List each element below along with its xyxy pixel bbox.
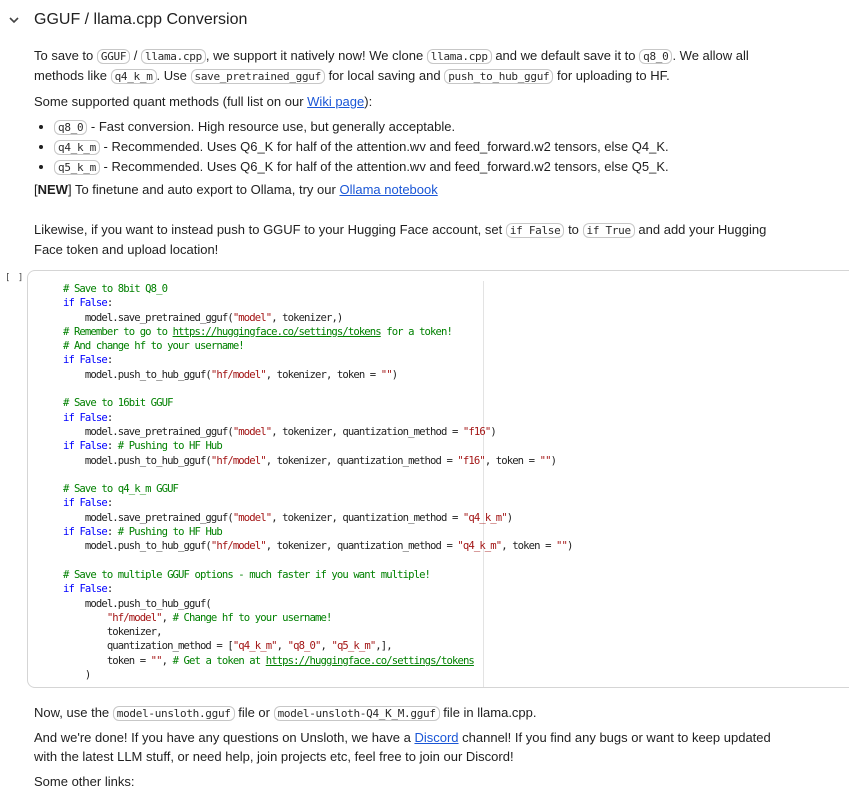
intro-text: . We allow all methods like bbox=[34, 48, 749, 83]
code-token: , tokenizer, token = bbox=[265, 368, 381, 381]
code-token: : bbox=[106, 411, 113, 424]
list-item bbox=[54, 157, 669, 177]
inline-code-q4km: q4_k_m bbox=[111, 69, 157, 84]
inline-code-if-false: if False bbox=[506, 223, 565, 238]
list-item bbox=[54, 117, 669, 137]
wiki-link[interactable]: Wiki page bbox=[307, 94, 365, 109]
likewise-text: Likewise, if you want to instead push to GGUF to your Hugging Face account, set bbox=[34, 222, 506, 237]
code-token: , tokenizer,) bbox=[271, 311, 343, 324]
code-token: ) bbox=[63, 669, 91, 682]
code-token: : bbox=[106, 440, 113, 453]
code-keyword: if bbox=[63, 354, 74, 367]
code-keyword: if bbox=[63, 297, 74, 310]
code-cell[interactable] bbox=[27, 270, 849, 688]
code-comment: # Pushing to HF Hub bbox=[112, 526, 222, 539]
inline-code-gguf: GGUF bbox=[97, 49, 130, 64]
code-token: model.push_to_hub_gguf( bbox=[63, 454, 211, 467]
section-title: GGUF / llama.cpp Conversion bbox=[34, 11, 248, 28]
code-token: model.push_to_hub_gguf( bbox=[63, 597, 211, 610]
code-string: "hf/model" bbox=[106, 611, 162, 624]
code-comment: # Save to q4_k_m GGUF bbox=[63, 483, 179, 496]
code-token: , tokenizer, quantization_method = bbox=[265, 540, 458, 553]
code-token: model.save_pretrained_gguf( bbox=[63, 311, 233, 324]
code-string: "model" bbox=[232, 425, 272, 438]
code-string: "q4_k_m" bbox=[232, 640, 277, 653]
code-keyword: False bbox=[79, 583, 107, 596]
intro-text: / bbox=[130, 48, 142, 63]
ollama-notebook-link[interactable]: Ollama notebook bbox=[339, 182, 438, 197]
intro-paragraph bbox=[34, 46, 789, 86]
intro-text: and we default save it to bbox=[491, 48, 640, 63]
code-string: "" bbox=[539, 454, 551, 467]
code-keyword: if bbox=[63, 497, 74, 510]
code-token bbox=[63, 612, 107, 624]
code-string: "q8_0" bbox=[287, 640, 321, 653]
code-keyword: False bbox=[79, 497, 107, 510]
code-token: , bbox=[161, 611, 173, 624]
inline-code-gguf-q4-file: model-unsloth-Q4_K_M.gguf bbox=[274, 706, 440, 721]
inline-code: q8_0 bbox=[54, 120, 87, 135]
code-url-link[interactable]: https://huggingface.co/settings/tokens bbox=[172, 325, 381, 338]
likewise-text: to bbox=[564, 222, 583, 237]
code-string: "model" bbox=[232, 511, 272, 524]
code-token: : bbox=[106, 354, 113, 367]
done-text: channel! If you find any bugs or want to keep updated with the latest LLM stuff, or need help, join projects etc, feel free to join our Discord! bbox=[34, 730, 771, 764]
code-string: "q4_k_m" bbox=[462, 511, 507, 524]
discord-link[interactable]: Discord bbox=[414, 730, 459, 745]
list-item-text: - Fast conversion. High resource use, but generally acceptable. bbox=[87, 119, 456, 134]
code-keyword: False bbox=[79, 411, 107, 424]
code-string: "hf/model" bbox=[210, 540, 266, 553]
code-comment: # And change hf to your username! bbox=[63, 340, 244, 353]
run-cell-button[interactable]: [ ] bbox=[5, 273, 25, 283]
code-url-link[interactable]: https://huggingface.co/settings/tokens bbox=[265, 654, 474, 667]
quant-intro bbox=[34, 92, 789, 111]
inline-code-gguf-file: model-unsloth.gguf bbox=[113, 706, 235, 721]
code-keyword: False bbox=[79, 297, 107, 310]
code-token: quantization_method = [ bbox=[63, 640, 233, 653]
code-string: "" bbox=[380, 368, 392, 381]
bracket: [ bbox=[34, 182, 38, 197]
code-token: ) bbox=[506, 511, 513, 524]
usage-paragraph bbox=[34, 703, 789, 723]
code-string: "" bbox=[556, 540, 567, 553]
code-comment: # Get a token at bbox=[172, 654, 266, 667]
code-editor[interactable] bbox=[63, 282, 572, 682]
code-token: model.save_pretrained_gguf( bbox=[63, 511, 233, 524]
list-item-text: - Recommended. Uses Q6_K for half of the attention.wv and feed_forward.w2 tensors, else Q5_K. bbox=[99, 159, 669, 174]
code-keyword: False bbox=[79, 440, 107, 453]
intro-text: for uploading to HF. bbox=[553, 68, 670, 83]
list-item-text: - Recommended. Uses Q6_K for half of the attention.wv and feed_forward.w2 tensors, else Q4_K. bbox=[99, 139, 669, 154]
code-token: , token = bbox=[484, 454, 540, 467]
section-header[interactable] bbox=[0, 8, 849, 34]
code-token: , bbox=[386, 640, 398, 653]
code-comment: # Save to multiple GGUF options - much faster if you want multiple! bbox=[63, 568, 431, 581]
done-text: And we're done! If you have any questions on Unsloth, we have a bbox=[34, 730, 415, 745]
code-token: : bbox=[106, 583, 113, 596]
usage-text: file in llama.cpp. bbox=[439, 705, 537, 720]
code-string: "f16" bbox=[457, 454, 485, 467]
code-token: , bbox=[161, 654, 173, 667]
intro-text: , we support it natively now! We clone bbox=[205, 48, 427, 63]
intro-text: for local saving and bbox=[324, 68, 445, 83]
code-token: : bbox=[106, 497, 113, 510]
code-token: , tokenizer, quantization_method = bbox=[271, 511, 463, 524]
quant-method-list bbox=[34, 117, 669, 177]
code-string: "f16" bbox=[462, 425, 491, 438]
code-string: "" bbox=[150, 654, 162, 667]
inline-code-if-true: if True bbox=[583, 223, 635, 238]
inline-code-llamacpp: llama.cpp bbox=[141, 49, 206, 64]
code-keyword: if bbox=[63, 526, 74, 539]
code-string: "hf/model" bbox=[210, 368, 266, 381]
code-token: ,] bbox=[375, 640, 387, 653]
new-note bbox=[34, 180, 789, 199]
usage-text: file or bbox=[234, 705, 274, 720]
new-tag: NEW bbox=[37, 182, 68, 197]
code-token: : bbox=[106, 297, 113, 310]
new-note-text: ] To finetune and auto export to Ollama, try our bbox=[67, 182, 340, 197]
quant-intro-text: Some supported quant methods (full list on our bbox=[34, 94, 308, 109]
code-keyword: False bbox=[79, 526, 107, 539]
likewise-text: and add your Hugging Face token and upload location! bbox=[34, 222, 767, 257]
code-token: ) bbox=[490, 425, 496, 438]
code-string: "model" bbox=[232, 311, 272, 324]
code-token: ) bbox=[567, 540, 573, 553]
code-string: "q5_k_m" bbox=[331, 640, 376, 653]
list-item bbox=[54, 137, 669, 157]
inline-code-q8: q8_0 bbox=[639, 49, 672, 64]
code-token: model.push_to_hub_gguf( bbox=[63, 368, 211, 381]
likewise-paragraph bbox=[34, 220, 789, 259]
done-paragraph bbox=[34, 728, 789, 766]
inline-code: q5_k_m bbox=[54, 160, 100, 175]
code-token: , token = bbox=[501, 540, 557, 553]
inline-code: q4_k_m bbox=[54, 140, 100, 155]
code-keyword: if bbox=[63, 440, 74, 453]
code-token: , tokenizer, quantization_method = bbox=[271, 425, 463, 438]
code-token: ) bbox=[550, 454, 557, 467]
code-token: , bbox=[320, 640, 332, 653]
code-keyword: False bbox=[79, 354, 107, 367]
code-token: , tokenizer, quantization_method = bbox=[265, 454, 458, 467]
code-token: : bbox=[106, 526, 113, 539]
code-comment: # Save to 8bit Q8_0 bbox=[63, 283, 168, 295]
code-comment: # Pushing to HF Hub bbox=[112, 440, 222, 453]
code-token: ) bbox=[391, 368, 398, 381]
intro-text: . Use bbox=[156, 68, 191, 83]
intro-text: To save to bbox=[34, 48, 97, 63]
code-string: "hf/model" bbox=[210, 454, 266, 467]
code-comment: # Change hf to your username! bbox=[172, 611, 332, 624]
code-comment: # Remember to go to bbox=[63, 325, 173, 338]
code-comment: # Save to 16bit GGUF bbox=[63, 397, 173, 410]
inline-code-save-gguf: save_pretrained_gguf bbox=[191, 69, 325, 84]
code-token: model.push_to_hub_gguf( bbox=[63, 540, 211, 553]
code-string: "q4_k_m" bbox=[457, 540, 502, 553]
other-links-heading: Some other links: bbox=[34, 774, 135, 789]
quant-intro-end: ): bbox=[364, 94, 373, 109]
code-keyword: if bbox=[63, 411, 74, 424]
code-token: , bbox=[276, 640, 288, 653]
code-token: model.save_pretrained_gguf( bbox=[63, 425, 233, 438]
code-keyword: if bbox=[63, 583, 74, 596]
code-token: tokenizer, bbox=[63, 626, 162, 639]
code-comment: for a token! bbox=[380, 325, 452, 338]
inline-code-llamacpp: llama.cpp bbox=[427, 49, 492, 64]
code-token: token = bbox=[63, 654, 151, 667]
chevron-down-icon[interactable] bbox=[6, 12, 22, 28]
inline-code-push-gguf: push_to_hub_gguf bbox=[444, 69, 553, 84]
usage-text: Now, use the bbox=[34, 705, 113, 720]
